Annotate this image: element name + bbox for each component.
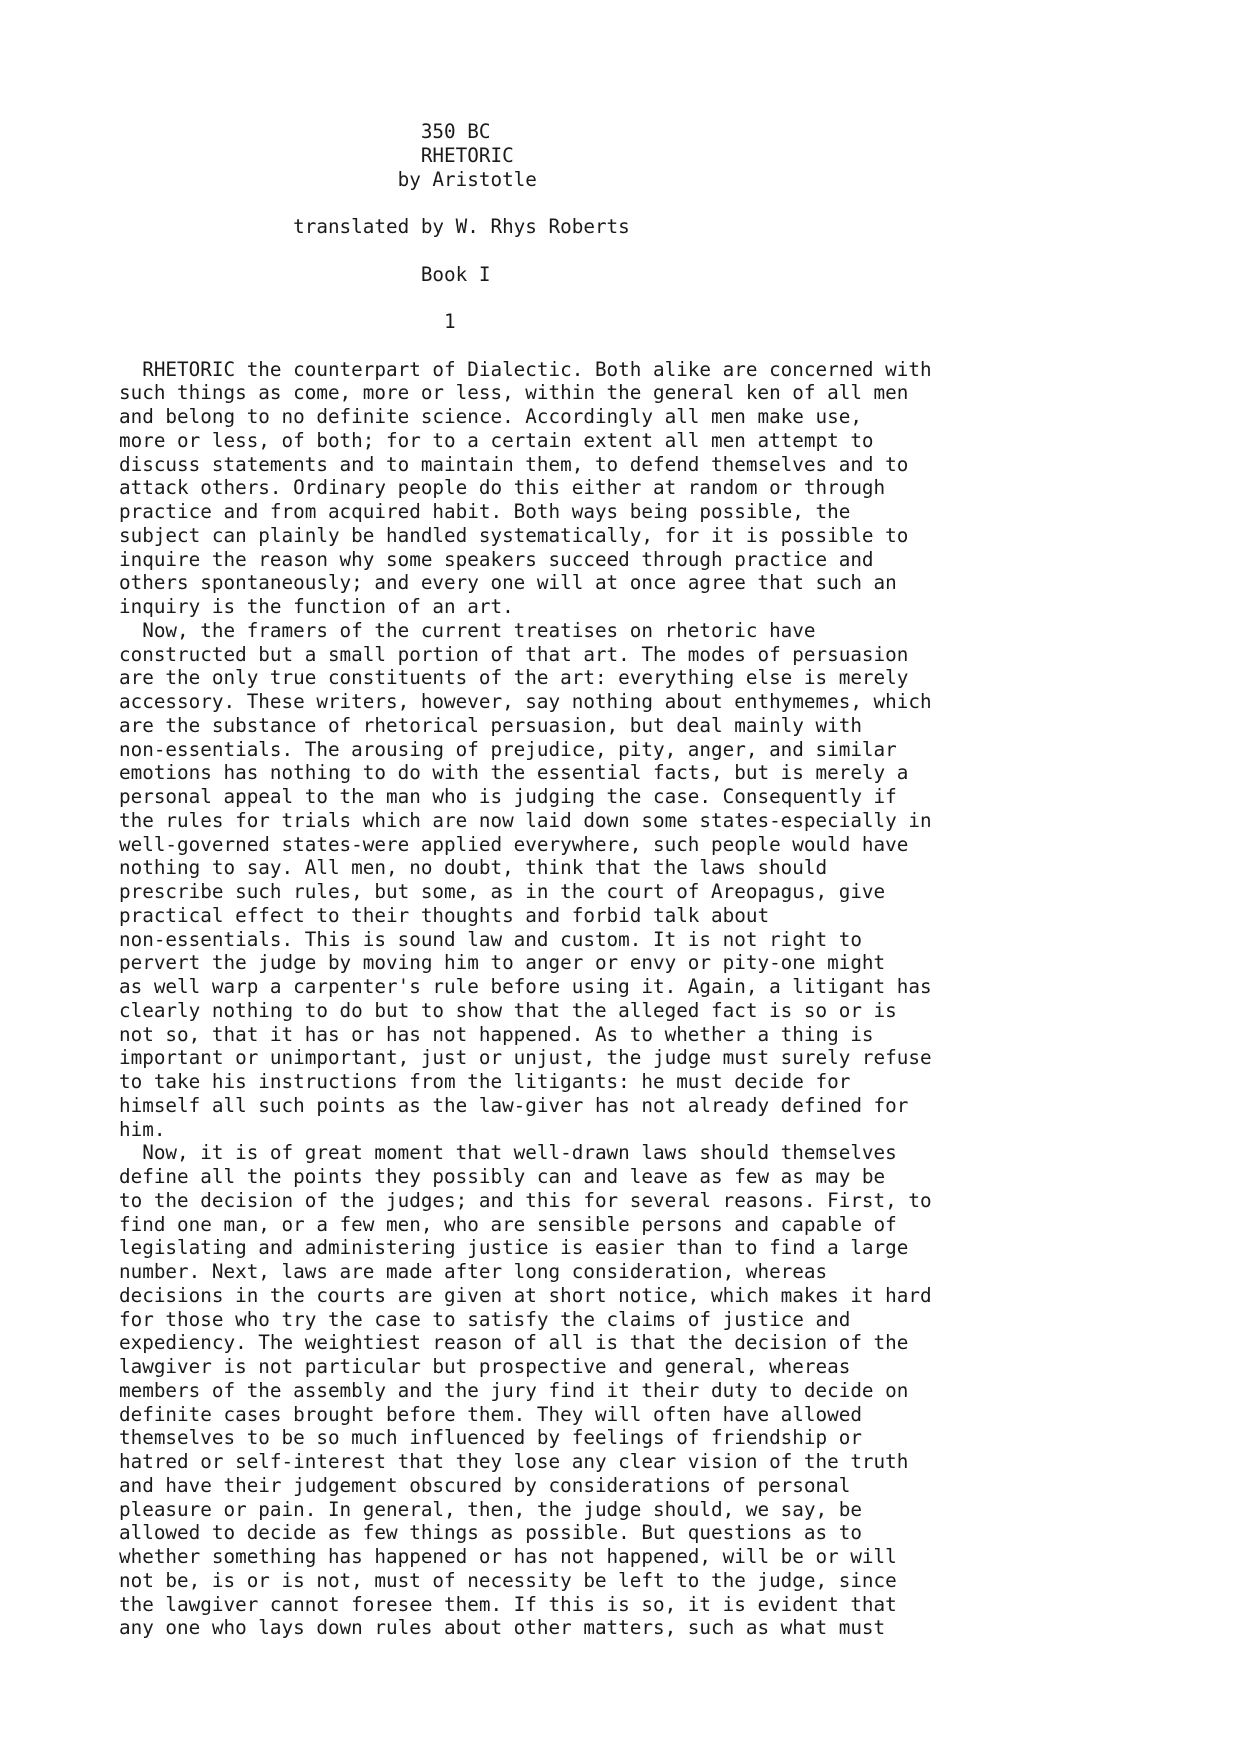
text-line: discuss statements and to maintain them, to defend themselves and to xyxy=(119,452,909,476)
text-line: inquiry is the function of an art. xyxy=(119,595,514,618)
text-line: not so, that it has or has not happened. As to whether a thing is xyxy=(119,1022,874,1046)
text-line: nothing to say. All men, no doubt, think that the laws should xyxy=(119,856,828,880)
document-text xyxy=(119,120,932,1640)
text-line: find one man, or a few men, who are sensible persons and capable of xyxy=(119,1212,897,1236)
text-line: others spontaneously; and every one will at once agree that such an xyxy=(119,571,897,595)
text-line: translated by W. Rhys Roberts xyxy=(119,215,630,238)
text-line: and belong to no definite science. Accordingly all men make use, xyxy=(119,405,862,428)
text-line: Now, the framers of the current treatises on rhetoric have xyxy=(119,618,816,642)
text-line: important or unimportant, just or unjust, the judge must surely refuse xyxy=(119,1046,932,1070)
text-line: to take his instructions from the litigants: he must decide for xyxy=(119,1070,851,1093)
text-line: and have their judgement obscured by considerations of personal xyxy=(119,1473,851,1497)
text-line: him. xyxy=(119,1117,166,1141)
text-line: expediency. The weightiest reason of all is that the decision of the xyxy=(119,1331,909,1355)
text-line: as well warp a carpenter's rule before using it. Again, a litigant has xyxy=(119,975,932,998)
text-line: 1 xyxy=(119,310,456,333)
text-line: RHETORIC the counterpart of Dialectic. Both alike are concerned with xyxy=(119,357,932,381)
text-line: the lawgiver cannot foresee them. If this is so, it is evident that xyxy=(119,1592,897,1616)
text-line: Now, it is of great moment that well-drawn laws should themselves xyxy=(119,1141,897,1165)
text-line: RHETORIC xyxy=(119,143,514,167)
text-line: the rules for trials which are now laid down some states-especially in xyxy=(119,808,932,832)
text-line: non-essentials. This is sound law and custom. It is not right to xyxy=(119,927,862,951)
text-line: for those who try the case to satisfy the claims of justice and xyxy=(119,1307,851,1331)
text-line: clearly nothing to do but to show that the alleged fact is so or is xyxy=(119,998,897,1022)
text-line: definite cases brought before them. They will often have allowed xyxy=(119,1402,862,1426)
text-line: such things as come, more or less, within the general ken of all men xyxy=(119,381,909,405)
text-line: accessory. These writers, however, say nothing about enthymemes, which xyxy=(119,690,932,713)
text-line: any one who lays down rules about other matters, such as what must xyxy=(119,1616,886,1640)
text-line: are the only true constituents of the art: everything else is merely xyxy=(119,666,909,690)
text-line: allowed to decide as few things as possible. But questions as to xyxy=(119,1521,862,1545)
text-line: not be, is or is not, must of necessity be left to the judge, since xyxy=(119,1568,897,1592)
text-line: members of the assembly and the jury find it their duty to decide on xyxy=(119,1378,909,1402)
text-line: lawgiver is not particular but prospective and general, whereas xyxy=(119,1355,851,1378)
text-line: non-essentials. The arousing of prejudice, pity, anger, and similar xyxy=(119,737,897,761)
text-line: define all the points they possibly can and leave as few as may be xyxy=(119,1165,886,1188)
text-line: whether something has happened or has not happened, will be or will xyxy=(119,1545,897,1568)
text-line: personal appeal to the man who is judging the case. Consequently if xyxy=(119,785,897,808)
text-line: subject can plainly be handled systematically, for it is possible to xyxy=(119,523,909,547)
text-line: practical effect to their thoughts and forbid talk about xyxy=(119,903,770,927)
text-line: legislating and administering justice is easier than to find a large xyxy=(119,1236,909,1260)
text-line: constructed but a small portion of that art. The modes of persuasion xyxy=(119,642,909,666)
text-line: inquire the reason why some speakers succeed through practice and xyxy=(119,547,874,571)
text-line: more or less, of both; for to a certain extent all men attempt to xyxy=(119,428,874,452)
text-line: are the substance of rhetorical persuasion, but deal mainly with xyxy=(119,713,862,737)
text-line: emotions has nothing to do with the essential facts, but is merely a xyxy=(119,761,909,785)
text-line: practice and from acquired habit. Both ways being possible, the xyxy=(119,500,851,523)
text-line: himself all such points as the law-giver has not already defined for xyxy=(119,1093,909,1117)
text-line: decisions in the courts are given at short notice, which makes it hard xyxy=(119,1283,932,1307)
text-line: by Aristotle xyxy=(119,167,537,191)
text-line: pleasure or pain. In general, then, the judge should, we say, be xyxy=(119,1497,862,1521)
text-line: attack others. Ordinary people do this either at random or through xyxy=(119,476,886,500)
text-line: hatred or self-interest that they lose any clear vision of the truth xyxy=(119,1450,909,1473)
text-line: themselves to be so much influenced by feelings of friendship or xyxy=(119,1426,862,1450)
text-line: 350 BC xyxy=(119,120,491,143)
text-line: well-governed states-were applied everywhere, such people would have xyxy=(119,832,909,856)
text-line: prescribe such rules, but some, as in the court of Areopagus, give xyxy=(119,880,886,903)
text-line: pervert the judge by moving him to anger or envy or pity-one might xyxy=(119,951,886,975)
text-line: to the decision of the judges; and this for several reasons. First, to xyxy=(119,1188,932,1212)
text-line: number. Next, laws are made after long consideration, whereas xyxy=(119,1260,828,1283)
text-line: Book I xyxy=(119,262,491,286)
